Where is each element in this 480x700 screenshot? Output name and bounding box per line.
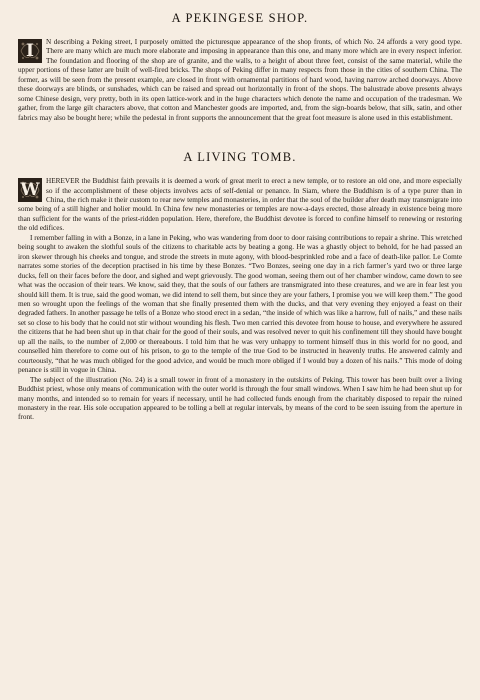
paragraph: [18, 177, 462, 234]
paragraph: [18, 38, 462, 123]
section-pekingese-shop: [18, 38, 462, 123]
section-title-living-tomb: A LIVING TOMB.: [183, 150, 297, 165]
paragraph-text: N describing a Peking street, I purposely omitted the picturesque appearance of the shop fronts, of which No. 24 affords a very good type. There are many which are much more elaborate and imposing in appearance than this one, and many more which are in every respect inferior. The foundation and flooring of the shop are of granite, and the walls, to a height of about three feet, consist of the same material, while the upper portions of these latter are built of well-fired bricks. The shops of Peking differ in many respects from those in the cities of southern China. The former, as will be seen from the present example, are closed in front with ornamental partitions of hard wood, having narrow arched doorways. Above these doorways are blinds, or sunshades, which can be raised and spread out horizontally in front of the shops. The balustrade above presents always some Chinese design, very pretty, both in its open lattice-work and in the huge characters which denote the name and occupation of the tradesman. We gather, from the large gilt characters above, that cotton and Manchester goods are imported, and, from the sign-boards below, that silk, satin, and other fabrics may also be bought here; while the pedestal in front supports the announcement that the great foot measure is alone used in this establishment.: [18, 38, 462, 122]
paragraph: The subject of the illustration (No. 24) is a small tower in front of a monastery in the outskirts of Peking. This tower has been built over a living Buddhist priest, whose only means of communication with the outer world is through the four small windows. When I saw him he had been shut up for many months, and intended so to remain for years if necessary, until he had collected funds enough from the charitably disposed to repair the ruined monastery in the rear. His sole occupation appeared to be tolling a bell at regular intervals, by means of the cord to be seen issuing from the aperture in front.: [18, 375, 462, 422]
ornamental-initial-icon: [18, 178, 42, 202]
initial-letter: I: [26, 40, 34, 61]
ornamental-initial-icon: [18, 39, 42, 63]
initial-letter: W: [20, 179, 40, 200]
paragraph: I remember falling in with a Bonze, in a lane in Peking, who was wandering from door to door raising contributions to repair a shrine. This wretched being sought to awaken the slothful souls of the citizens to charitable acts by beating a gong. He was a ghastly object to behold, for he had passed an iron skewer through his cheeks and tongue, and strode the streets in mute agony, with blood-besprinkled robe and a face of death-like pallor. Le Comte narrates some stories of the deception practised in his time by these Bonzes. “Two Bonzes, seeing one day in a rich farmer’s yard two or three large ducks, fell on their faces before the door, and sighed and wept grievously. The good woman, seeing them out of her chamber window, came down to see what was the occasion of their tears. We know, said they, that the souls of our fathers are transmigrated into these creatures, and we are in fear lest you should kill them. It is true, said the good woman, we did intend to sell them, but since they are your fathers, I promise you we will keep them.” The good men so wrought upon the feelings of the woman that she finally presented them with the ducks, and that very evening they enjoyed a feast on their degraded fathers. In another passage he tells of a Bonze who stood erect in a sedan, “the inside of which was like a harrow, full of nails,” and these nails set so close to his body that he could not stir without wounding his flesh. Two men carried this devotee from house to house, and everywhere he assured the citizens that he had been shut up in that chair for the good of their souls, and was resolved never to quit his confinement till they should have bought up all the nails, to the number of 2,000 or thereabouts. I told him that he was very unhappy to torment himself thus in this world for no good, and counselled him therefore to come out of his prison, to go to the temple of the true God to be instructed in heavenly truths. He answered calmly and courteously, “that he was much obliged for the good advice, and would be much more obliged if I would buy a dozen of his nails.” This mode of doing penance is still in vogue in China.: [18, 233, 462, 375]
section-title-pekingese-shop: A PEKINGESE SHOP.: [171, 11, 309, 25]
section-living-tomb: [18, 177, 462, 423]
paragraph-text: HEREVER the Buddhist faith prevails it is deemed a work of great merit to erect a new temple, or to restore an old one, and more especially so if the accomplishment of these objects involves acts of self-denial or penance. In Siam, where the Buddhism is of a type purer than in China, the rich make it their custom to rear new temples and monasteries, in order that the soul of the builder after death may transmigrate into some being of a still higher and holier mould. In China few new monasteries or temples are now-a-days erected, those already in existence being more than sufficient for the wants of the priest-ridden population. Here, therefore, the Buddhist devotee is forced to confine himself to renewing or restoring the old edifices.: [18, 177, 462, 233]
